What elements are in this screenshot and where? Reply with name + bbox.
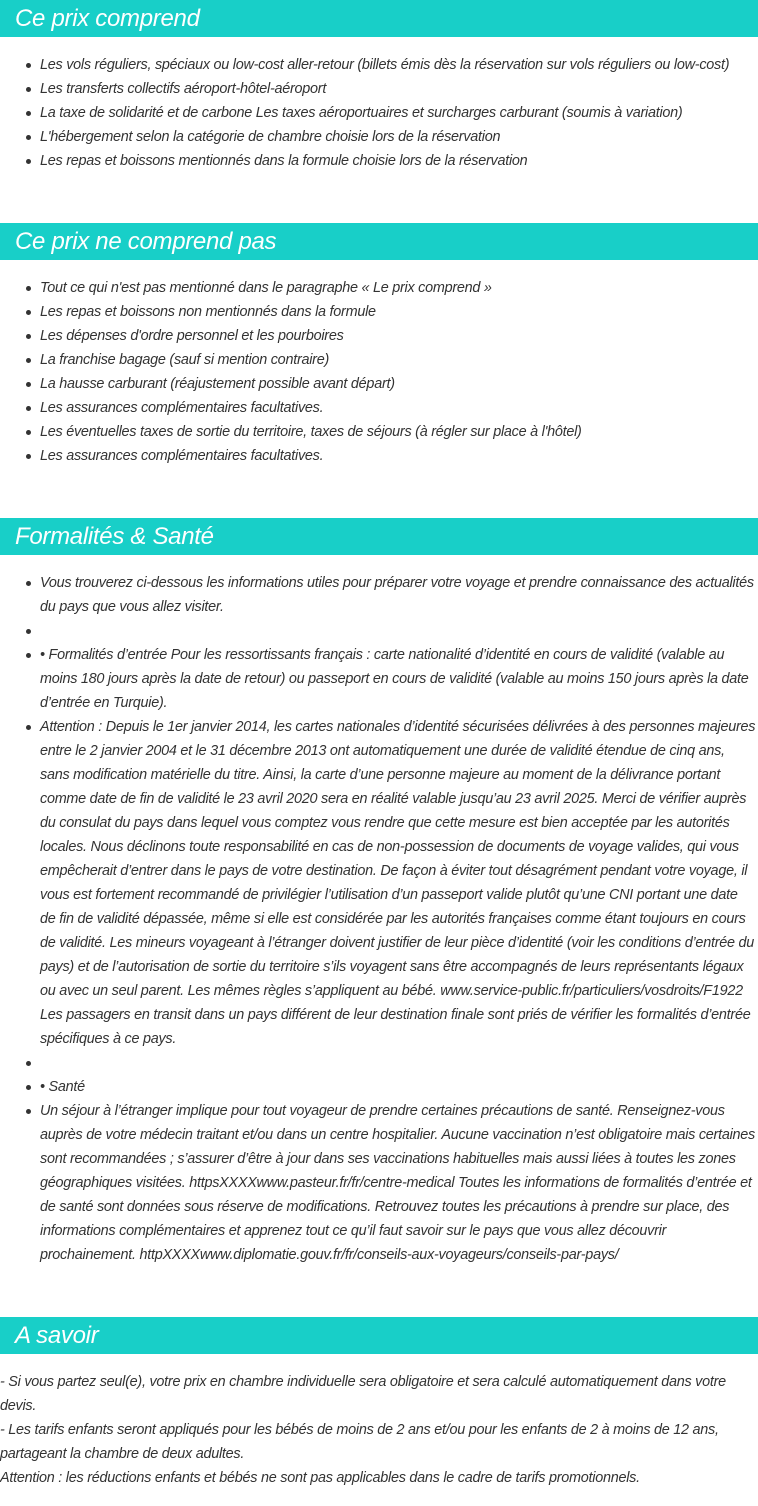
list-item: Un séjour à l’étranger implique pour tout voyageur de prendre certaines précautions de santé. Renseignez-vous auprès de votre médecin traitant et/ou dans un centre hospitalier. Aucune vaccination n’est obligatoire mais certaines sont recommandées ; s’assurer d’être à jour dans ses vaccinations habituelles mais aussi liées à toutes les zones géographiques visitées. httpsXXXXwww.pasteur.fr/fr/centre-medical Toutes les informations de formalités d’entrée et de santé sont données sous réserve de modifications. Retrouvez toutes les précautions à prendre sur place, des informations complémentaires et apprenez tout ce qu’il faut savoir sur le pays que vous allez découvrir prochainement. httpXXXXwww.diplomatie.gouv.fr/fr/conseils-aux-voyageurs/conseils-par-pays/	[0, 1099, 758, 1267]
to-know-text	[0, 1370, 758, 1490]
to-know-line: - Les tarifs enfants seront appliqués pour les bébés de moins de 2 ans et/ou pour les enfants de 2 à moins de 12 ans, partageant la chambre de deux adultes.	[0, 1422, 719, 1462]
list-item: Attention : Depuis le 1er janvier 2014, les cartes nationales d’identité sécurisées délivrées à des personnes majeures entre le 2 janvier 2004 et le 31 décembre 2013 ont automatiquement une durée de validité étendue de cinq ans, sans modification matérielle du titre. Ainsi, la carte d’une personne majeure au moment de la délivrance portant comme date de fin de validité le 23 avril 2020 sera en réalité valable jusqu’au 23 avril 2025. Merci de vérifier auprès du consulat du pays dans lequel vous comptez vous rendre que cette mesure est bien acceptée par les autorités locales. Nous déclinons toute responsabilité en cas de non-possession de documents de voyage valides, qui vous empêcherait d’entrer dans le pays de votre destination. De façon à éviter tout désagrément pendant votre voyage, il vous est fortement recommandé de privilégier l’utilisation d’un passeport valide plutôt qu’une CNI portant une date de fin de validité dépassée, même si elle est considérée par les autorités françaises comme étant toujours en cours de validité. Les mineurs voyageant à l’étranger doivent justifier de leur pièce d’identité (voir les conditions d’entrée du pays) et de l’autorisation de sortie du territoire s’ils voyagent sans être accompagnés de leurs représentants légaux ou avec un seul parent. Les mêmes règles s’appliquent au bébé. www.service-public.fr/particuliers/vosdroits/F1922 Les passagers en transit dans un pays différent de leur destination finale sont priés de vérifier les formalités d’entrée spécifiques à ce pays.	[0, 715, 758, 1051]
section-header-price-excludes: Ce prix ne comprend pas	[0, 223, 758, 260]
list-item-empty	[0, 1051, 758, 1075]
list-item: Les assurances complémentaires facultatives.	[0, 444, 758, 468]
list-item: Les repas et boissons mentionnés dans la formule choisie lors de la réservation	[0, 149, 758, 173]
list-item: Les repas et boissons non mentionnés dans la formule	[0, 300, 758, 324]
list-item: La franchise bagage (sauf si mention contraire)	[0, 348, 758, 372]
list-item: La taxe de solidarité et de carbone Les taxes aéroportuaires et surcharges carburant (soumis à variation)	[0, 101, 758, 125]
list-item: La hausse carburant (réajustement possible avant départ)	[0, 372, 758, 396]
list-item: Vous trouverez ci-dessous les informations utiles pour préparer votre voyage et prendre connaissance des actualités du pays que vous allez visiter.	[0, 571, 758, 619]
price-excludes-list	[0, 276, 758, 468]
list-item: • Formalités d’entrée Pour les ressortissants français : carte nationalité d’identité en cours de validité (valable au moins 180 jours après la date de retour) ou passeport en cours de validité (valable au moins 150 jours après la date d’entrée en Turquie).	[0, 643, 758, 715]
list-item: • Santé	[0, 1075, 758, 1099]
list-item: Les vols réguliers, spéciaux ou low-cost aller-retour (billets émis dès la réservation sur vols réguliers ou low-cost)	[0, 53, 758, 77]
formalities-list	[0, 571, 758, 1267]
list-item: Tout ce qui n'est pas mentionné dans le paragraphe « Le prix comprend »	[0, 276, 758, 300]
list-item: L'hébergement selon la catégorie de chambre choisie lors de la réservation	[0, 125, 758, 149]
section-header-to-know: A savoir	[0, 1317, 758, 1354]
list-item-empty	[0, 619, 758, 643]
section-header-price-includes: Ce prix comprend	[0, 0, 758, 37]
to-know-line: Attention : les réductions enfants et bébés ne sont pas applicables dans le cadre de tarifs promotionnels.	[0, 1470, 640, 1486]
section-header-formalities-health: Formalités & Santé	[0, 518, 758, 555]
list-item: Les transferts collectifs aéroport-hôtel-aéroport	[0, 77, 758, 101]
list-item: Les assurances complémentaires facultatives.	[0, 396, 758, 420]
price-includes-list	[0, 53, 758, 173]
to-know-line: - Si vous partez seul(e), votre prix en chambre individuelle sera obligatoire et sera calculé automatiquement dans votre devis.	[0, 1374, 726, 1414]
list-item: Les dépenses d'ordre personnel et les pourboires	[0, 324, 758, 348]
list-item: Les éventuelles taxes de sortie du territoire, taxes de séjours (à régler sur place à l'hôtel)	[0, 420, 758, 444]
